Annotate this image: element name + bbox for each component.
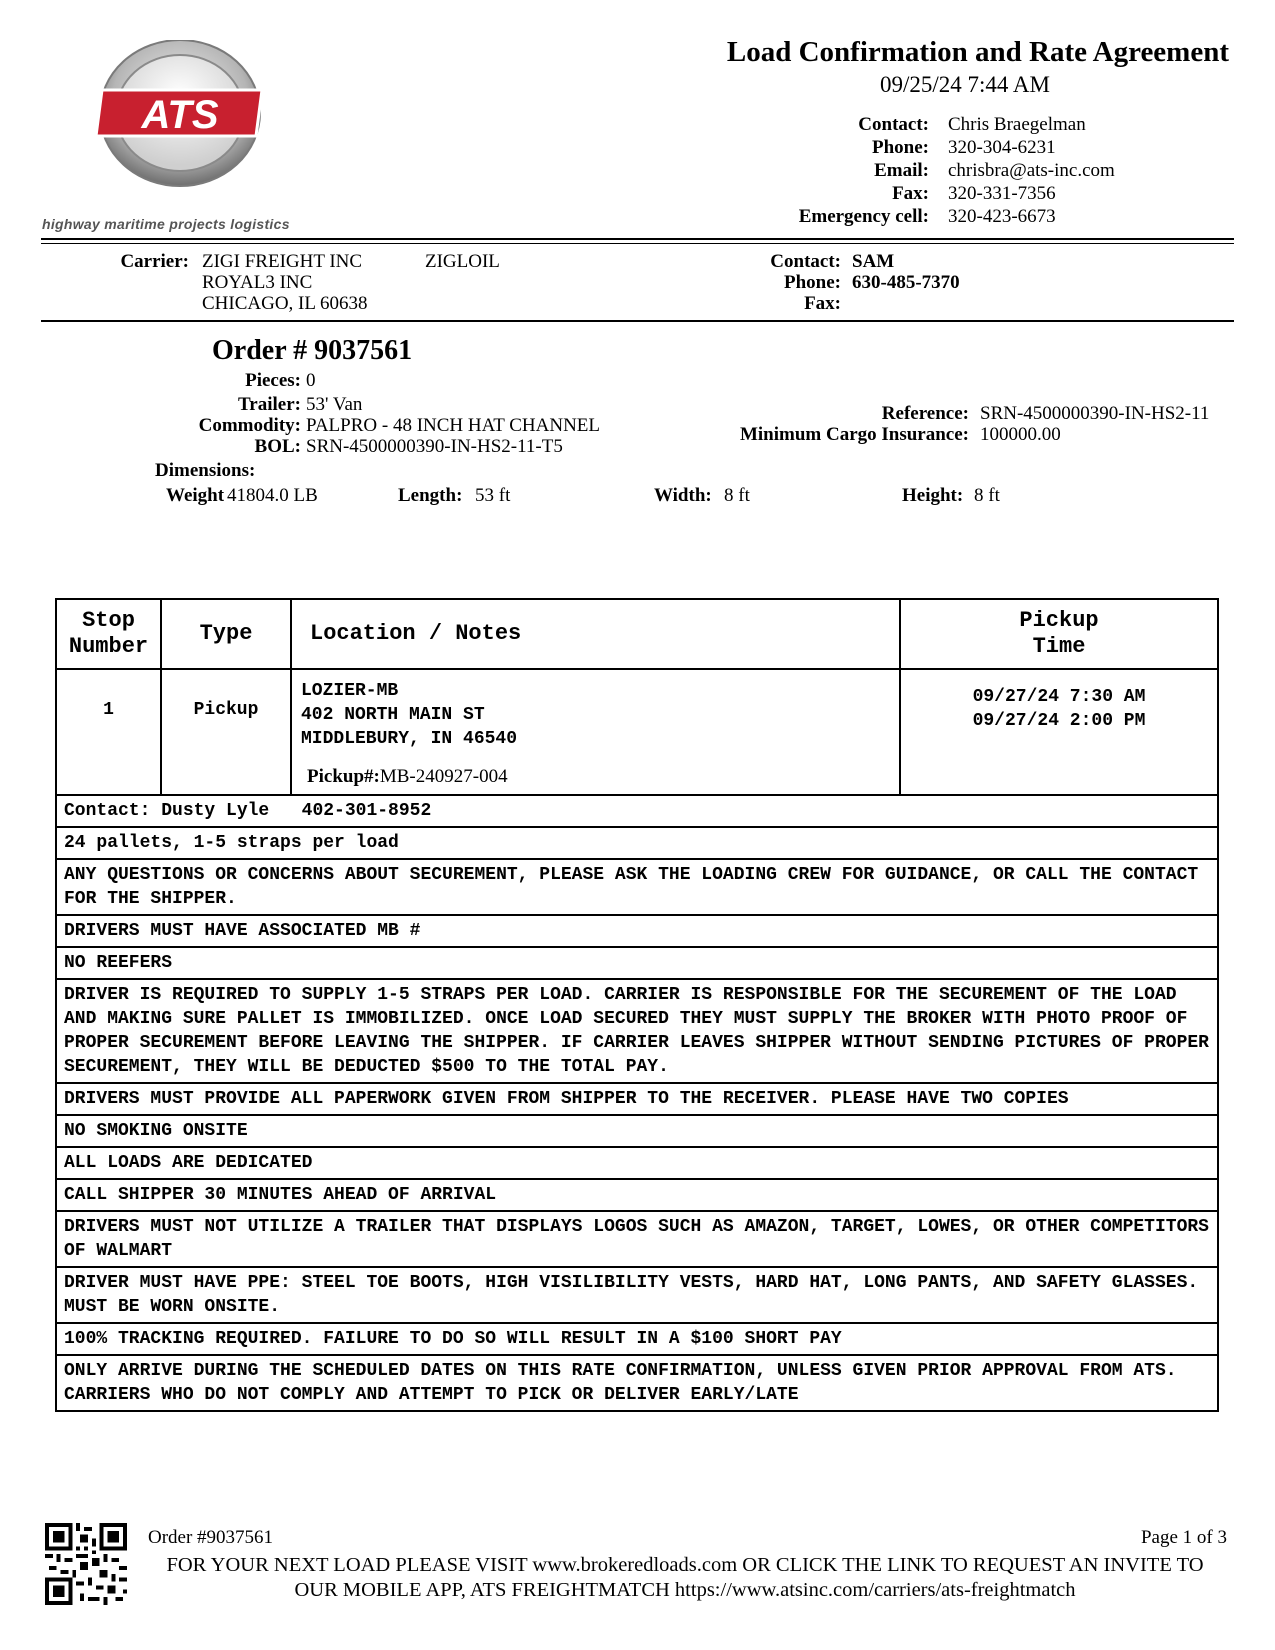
carrier-contact-value: SAM (852, 251, 895, 272)
note-text: DRIVER IS REQUIRED TO SUPPLY 1-5 STRAPS PER LOAD. CARRIER IS RESPONSIBLE FOR THE SECUREMENT OF THE LOAD AND MAKING SURE PALLET IS IMMOBILIZED. ONCE LOAD SECURED THEY MUST SUPPLY THE BROKER WITH PHOTO PROOF OF PROPER SECUREMENT BEFORE LEAVING THE SHIPPER. IF CARRIER LEAVES SHIPPER WITHOUT SENDING PICTURES OF PROPER SECUREMENT, THEY WILL BE DEDUCTED $500 TO THE TOTAL PAY. (56, 979, 1218, 1083)
fax-value: 320-331-7356 (948, 183, 1056, 204)
location-line1: LOZIER-MB (301, 681, 399, 701)
header-divider (41, 238, 1234, 240)
note-text: CALL SHIPPER 30 MINUTES AHEAD OF ARRIVAL (56, 1179, 1218, 1211)
stop-location-cell (291, 669, 900, 795)
commodity-value: PALPRO - 48 INCH HAT CHANNEL (306, 415, 600, 436)
header-divider-thin (41, 243, 1234, 244)
commodity-label: Commodity: (198, 415, 301, 436)
note-row (56, 795, 1218, 827)
footer-note-line1[interactable]: FOR YOUR NEXT LOAD PLEASE VISIT www.brokeredloads.com OR CLICK THE LINK TO REQUEST AN INVITE TO (166, 1554, 1204, 1576)
length-value: 53 ft (475, 485, 511, 506)
pickup-number (301, 765, 892, 789)
document-datetime: 09/25/24 7:44 AM (880, 72, 1050, 97)
column-header-type: Type (161, 599, 291, 669)
width-value: 8 ft (724, 485, 750, 506)
contact-value: Chris Braegelman (948, 114, 1086, 135)
note-text: DRIVERS MUST PROVIDE ALL PAPERWORK GIVEN FROM SHIPPER TO THE RECEIVER. PLEASE HAVE TWO COPIES (56, 1083, 1218, 1115)
pickup-time-start: 09/27/24 7:30 AM (972, 687, 1146, 707)
reference-value: SRN-4500000390-IN-HS2-11 (980, 403, 1210, 424)
footer-order-number: Order #9037561 (148, 1527, 274, 1548)
column-header-pickup-line1: Pickup (1019, 608, 1099, 633)
note-text: Contact: Dusty Lyle 402-301-8952 (56, 795, 1218, 827)
note-row (56, 947, 1218, 979)
width-label: Width: (654, 485, 712, 506)
column-header-stop-line1: Stop (82, 608, 135, 633)
note-text: NO REEFERS (56, 947, 1218, 979)
note-row (56, 1147, 1218, 1179)
note-text: DRIVER MUST HAVE PPE: STEEL TOE BOOTS, HIGH VISILIBILITY VESTS, HARD HAT, LONG PANTS, AND SAFETY GLASSES. MUST BE WORN ONSITE. (56, 1267, 1218, 1323)
pickup-number-label: Pickup#: (307, 766, 380, 787)
bol-label: BOL: (254, 436, 301, 457)
qr-code-icon[interactable] (45, 1523, 127, 1605)
pieces-value: 0 (306, 370, 316, 391)
reference-label: Reference: (881, 403, 969, 424)
note-row (56, 1323, 1218, 1355)
emergency-cell-value: 320-423-6673 (948, 206, 1056, 227)
weight-label: Weight (166, 485, 225, 506)
note-text: ONLY ARRIVE DURING THE SCHEDULED DATES ON THIS RATE CONFIRMATION, UNLESS GIVEN PRIOR APPROVAL FROM ATS. CARRIERS WHO DO NOT COMPLY AND ATTEMPT TO PICK OR DELIVER EARLY/LATE (56, 1355, 1218, 1411)
email-label: Email: (874, 160, 929, 181)
carrier-divider (41, 320, 1234, 322)
carrier-fax-label: Fax: (804, 293, 841, 314)
note-row (56, 1355, 1218, 1411)
dimensions-label: Dimensions: (155, 460, 256, 481)
note-text: ALL LOADS ARE DEDICATED (56, 1147, 1218, 1179)
height-label: Height: (902, 485, 964, 506)
phone-label: Phone: (872, 137, 929, 158)
note-text: DRIVERS MUST NOT UTILIZE A TRAILER THAT DISPLAYS LOGOS SUCH AS AMAZON, TARGET, LOWES, OR OTHER COMPETITORS OF WALMART (56, 1211, 1218, 1267)
order-title: Order # 9037561 (212, 335, 413, 366)
stop-type: Pickup (193, 700, 259, 720)
phone-value: 320-304-6231 (948, 137, 1056, 158)
carrier-address-line3: CHICAGO, IL 60638 (202, 293, 368, 314)
email-value[interactable]: chrisbra@ats-inc.com (948, 160, 1115, 181)
page-title: Load Confirmation and Rate Agreement (726, 36, 1229, 68)
carrier-name: ZIGI FREIGHT INC (202, 251, 363, 272)
note-row (56, 915, 1218, 947)
pickup-time-cell (900, 669, 1218, 795)
note-row (56, 979, 1218, 1083)
trailer-value: 53' Van (306, 394, 363, 415)
stops-table (55, 598, 1219, 1412)
ats-logo-icon (40, 40, 340, 240)
column-header-stop-number (56, 599, 161, 669)
note-row (56, 827, 1218, 859)
column-header-pickup-time (900, 599, 1218, 669)
note-row (56, 1211, 1218, 1267)
note-text: ANY QUESTIONS OR CONCERNS ABOUT SECUREMENT, PLEASE ASK THE LOADING CREW FOR GUIDANCE, OR CALL THE CONTACT FOR THE SHIPPER. (56, 859, 1218, 915)
footer-note-line2[interactable]: OUR MOBILE APP, ATS FREIGHTMATCH https://www.atsinc.com/carriers/ats-freightmatch (294, 1579, 1076, 1601)
carrier-code: ZIGLOIL (425, 251, 500, 272)
stop-number: 1 (103, 700, 114, 720)
pickup-time-end: 09/27/24 2:00 PM (972, 711, 1146, 731)
stop-number-cell (56, 669, 161, 795)
contact-label: Contact: (858, 114, 929, 135)
column-header-pickup-line2: Time (1032, 634, 1086, 659)
note-text: 24 pallets, 1-5 straps per load (56, 827, 1218, 859)
fax-label: Fax: (892, 183, 929, 204)
carrier-phone-value: 630-485-7370 (852, 272, 960, 293)
note-row (56, 859, 1218, 915)
carrier-phone-label: Phone: (784, 272, 841, 293)
weight-value: 41804.0 LB (227, 485, 318, 506)
bol-value: SRN-4500000390-IN-HS2-11-T5 (306, 436, 563, 457)
location-line3: MIDDLEBURY, IN 46540 (301, 729, 518, 749)
page-number: Page 1 of 3 (1140, 1527, 1227, 1548)
note-row (56, 1115, 1218, 1147)
logo-text: ATS (141, 93, 219, 137)
insurance-label: Minimum Cargo Insurance: (739, 424, 969, 445)
pickup-number-value: MB-240927-004 (379, 766, 508, 787)
carrier-label: Carrier: (120, 251, 189, 272)
note-text: NO SMOKING ONSITE (56, 1115, 1218, 1147)
height-value: 8 ft (974, 485, 1000, 506)
note-row (56, 1083, 1218, 1115)
carrier-address-line2: ROYAL3 INC (202, 272, 313, 293)
note-row (56, 1179, 1218, 1211)
location-line2: 402 NORTH MAIN ST (301, 705, 485, 725)
column-header-location: Location / Notes (291, 599, 900, 669)
note-text: 100% TRACKING REQUIRED. FAILURE TO DO SO WILL RESULT IN A $100 SHORT PAY (56, 1323, 1218, 1355)
note-row (56, 1267, 1218, 1323)
emergency-cell-label: Emergency cell: (798, 206, 929, 227)
column-header-stop-line2: Number (68, 634, 149, 659)
stop-type-cell (161, 669, 291, 795)
tagline: highway maritime projects logistics (42, 216, 290, 232)
insurance-value: 100000.00 (980, 424, 1061, 445)
table-header-row (56, 599, 1218, 669)
trailer-label: Trailer: (238, 394, 301, 415)
note-text: DRIVERS MUST HAVE ASSOCIATED MB # (56, 915, 1218, 947)
table-row (56, 669, 1218, 795)
carrier-contact-label: Contact: (770, 251, 841, 272)
pieces-label: Pieces: (245, 370, 301, 391)
footer-note (140, 1553, 1230, 1603)
length-label: Length: (398, 485, 463, 506)
